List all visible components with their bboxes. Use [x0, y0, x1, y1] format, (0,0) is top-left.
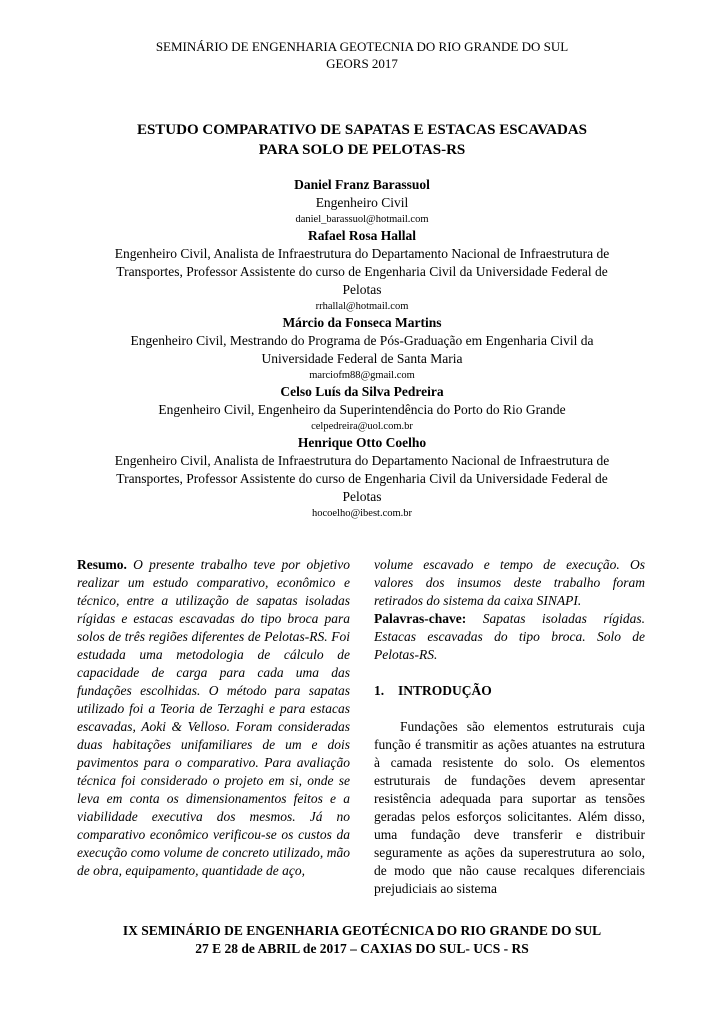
author-affiliation: Engenheiro Civil, Engenheiro da Superintendência do Porto do Rio Grande	[158, 402, 566, 417]
footer-line-2: 27 E 28 de ABRIL de 2017 – CAXIAS DO SUL- UCS - RS	[195, 941, 529, 956]
right-column	[374, 556, 645, 898]
section-heading	[374, 682, 645, 700]
author-affiliation: Transportes, Professor Assistente do curso de Engenharia Civil da Universidade Federal de	[116, 471, 608, 486]
author-affiliation: Engenheiro Civil, Mestrando do Programa de Pós-Graduação em Engenharia Civil da	[130, 333, 594, 348]
page-footer	[0, 922, 724, 958]
abstract-paragraph	[77, 556, 350, 880]
author-list	[90, 176, 634, 521]
page-header	[0, 38, 724, 72]
abstract-text: O presente trabalho teve por objetivo realizar um estudo comparativo, econômico e técnico, entre a utilização de sapatas isoladas rígidas e estacas escavadas do tipo broca para solos de três regiões diferentes de Pelotas-RS. Foi estudada uma metodologia de cálculo de capacidade de carga para cada uma das fundações escolhidas. O método para sapatas utilizado foi a Teoria de Terzaghi e para estacas escavadas, Aoki & Velloso. Foram consideradas duas habitações unifamiliares de um e dois pavimentos para o comparativo. Para avaliação técnica foi considerado o projeto em si, onde se leva em conta os dimensionamentos feitos e a viabilidade executiva dos mesmos. Já no comparativo econômico verificou-se os custos da execução como volume de concreto utilizado, mão de obra, equipamento, quantidade de aço,	[77, 557, 350, 878]
author-name: Celso Luís da Silva Pedreira	[280, 384, 444, 399]
author-name: Rafael Rosa Hallal	[308, 228, 416, 243]
title-line-1: ESTUDO COMPARATIVO DE SAPATAS E ESTACAS ESCAVADAS	[136, 122, 588, 138]
author-affiliation: Universidade Federal de Santa Maria	[261, 351, 463, 366]
title-line-2: PARA SOLO DE PELOTAS-RS	[258, 142, 466, 158]
keywords-paragraph	[374, 610, 645, 664]
author-name: Daniel Franz Barassuol	[294, 177, 430, 192]
author-block	[90, 314, 634, 383]
author-email: rrhallal@hotmail.com	[315, 301, 409, 312]
author-email: celpedreira@uol.com.br	[311, 421, 413, 432]
author-email: hocoelho@ibest.com.br	[311, 508, 413, 519]
author-name: Henrique Otto Coelho	[297, 435, 427, 450]
section-number: 1.	[374, 683, 385, 698]
footer-line-1: IX SEMINÁRIO DE ENGENHARIA GEOTÉCNICA DO RIO GRANDE DO SUL	[122, 923, 602, 938]
intro-paragraph: Fundações são elementos estruturais cuja função é transmitir as ações atuantes na estrutura à camada resistente do solo. Os elementos estruturais de fundações devem apresentar resistência adequada para suportar as tensões geradas pelos esforços solicitantes. Além disso, uma fundação deve transferir e distribuir seguramente as ações da superestrutura ao solo, de modo que não cause recalques diferenciais prejudiciais ao sistema	[374, 719, 645, 896]
author-affiliation: Engenheiro Civil	[315, 195, 409, 210]
author-affiliation: Pelotas	[342, 282, 382, 297]
author-affiliation: Engenheiro Civil, Analista de Infraestrutura do Departamento Nacional de Infraestrutura de	[114, 453, 610, 468]
left-column	[77, 556, 350, 880]
paper-title	[80, 120, 644, 160]
author-affiliation: Pelotas	[342, 489, 382, 504]
header-line-1: SEMINÁRIO DE ENGENHARIA GEOTECNIA DO RIO GRANDE DO SUL	[155, 39, 569, 54]
keywords-text: Sapatas isoladas rígidas. Estacas escavadas do tipo broca. Solo de Pelotas-RS.	[374, 611, 645, 662]
author-block	[90, 434, 634, 521]
abstract-continuation: volume escavado e tempo de execução. Os valores dos insumos deste trabalho foram retirados do sistema da caixa SINAPI.	[374, 557, 645, 608]
author-affiliation: Engenheiro Civil, Analista de Infraestrutura do Departamento Nacional de Infraestrutura de	[114, 246, 610, 261]
two-column-body	[77, 556, 645, 896]
author-email: daniel_barassuol@hotmail.com	[295, 214, 429, 225]
header-line-2: GEORS 2017	[326, 56, 398, 71]
keywords-label: Palavras-chave:	[374, 611, 467, 626]
author-block	[90, 383, 634, 434]
author-email: marciofm88@gmail.com	[309, 370, 415, 381]
author-block	[90, 176, 634, 227]
author-block	[90, 227, 634, 314]
author-name: Márcio da Fonseca Martins	[282, 315, 442, 330]
section-title: INTRODUÇÃO	[398, 683, 492, 698]
author-affiliation: Transportes, Professor Assistente do curso de Engenharia Civil da Universidade Federal de	[116, 264, 608, 279]
abstract-label: Resumo.	[77, 557, 127, 572]
